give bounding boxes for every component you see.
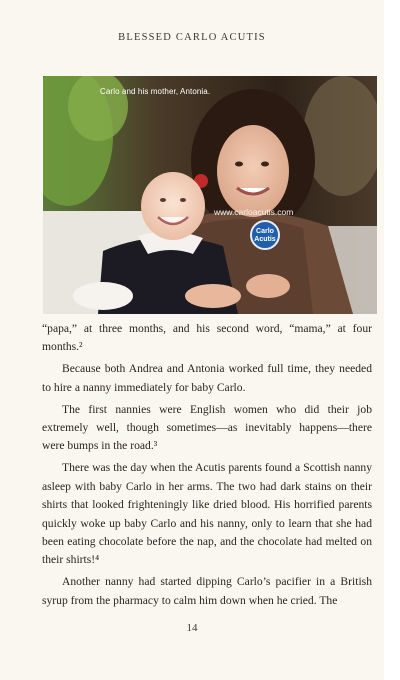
mother-hand: [185, 284, 241, 308]
page-number: 14: [186, 622, 198, 634]
photo-watermark: www.carloacutis.com: [214, 207, 294, 217]
badge-line-1: Carlo: [256, 228, 274, 235]
baby-face: [141, 172, 205, 240]
mother-face: [217, 125, 289, 217]
photo-carlo-and-mother: [43, 76, 377, 314]
body-text: [42, 320, 372, 614]
badge-line-2: Acutis: [254, 235, 276, 243]
paragraph: The first nannies were English women who did their job extremely well, though sometimes—as inevitably happens—there were bumps in the road.³: [42, 402, 372, 453]
paragraph: Another nanny had started dipping Carlo’s pacifier in a British syrup from the pharmacy to calm him down when he cried. The: [42, 575, 372, 607]
paragraph: Because both Andrea and Antonia worked full time, they needed to hire a nanny immediately for baby Carlo.: [42, 362, 372, 394]
running-header: BLESSED CARLO ACUTIS: [118, 32, 266, 43]
page-edge: [384, 0, 400, 680]
paragraph: There was the day when the Acutis parents found a Scottish nanny asleep with baby Carlo in her arms. The two had dark stains on their shirts that looked frighteningly like dried blood. His horrified parents quickly woke up baby Carlo and his nanny, only to learn that she had been eating chocolate before the nap, and the chocolate had melted on their shirts!⁴: [42, 461, 372, 567]
photo-illustration: [43, 76, 377, 314]
paragraph-continued: “papa,” at three months, and his second word, “mama,” at four months.²: [42, 322, 372, 354]
carlo-acutis-badge: [250, 220, 280, 250]
photo-caption: Carlo and his mother, Antonia.: [100, 87, 211, 96]
